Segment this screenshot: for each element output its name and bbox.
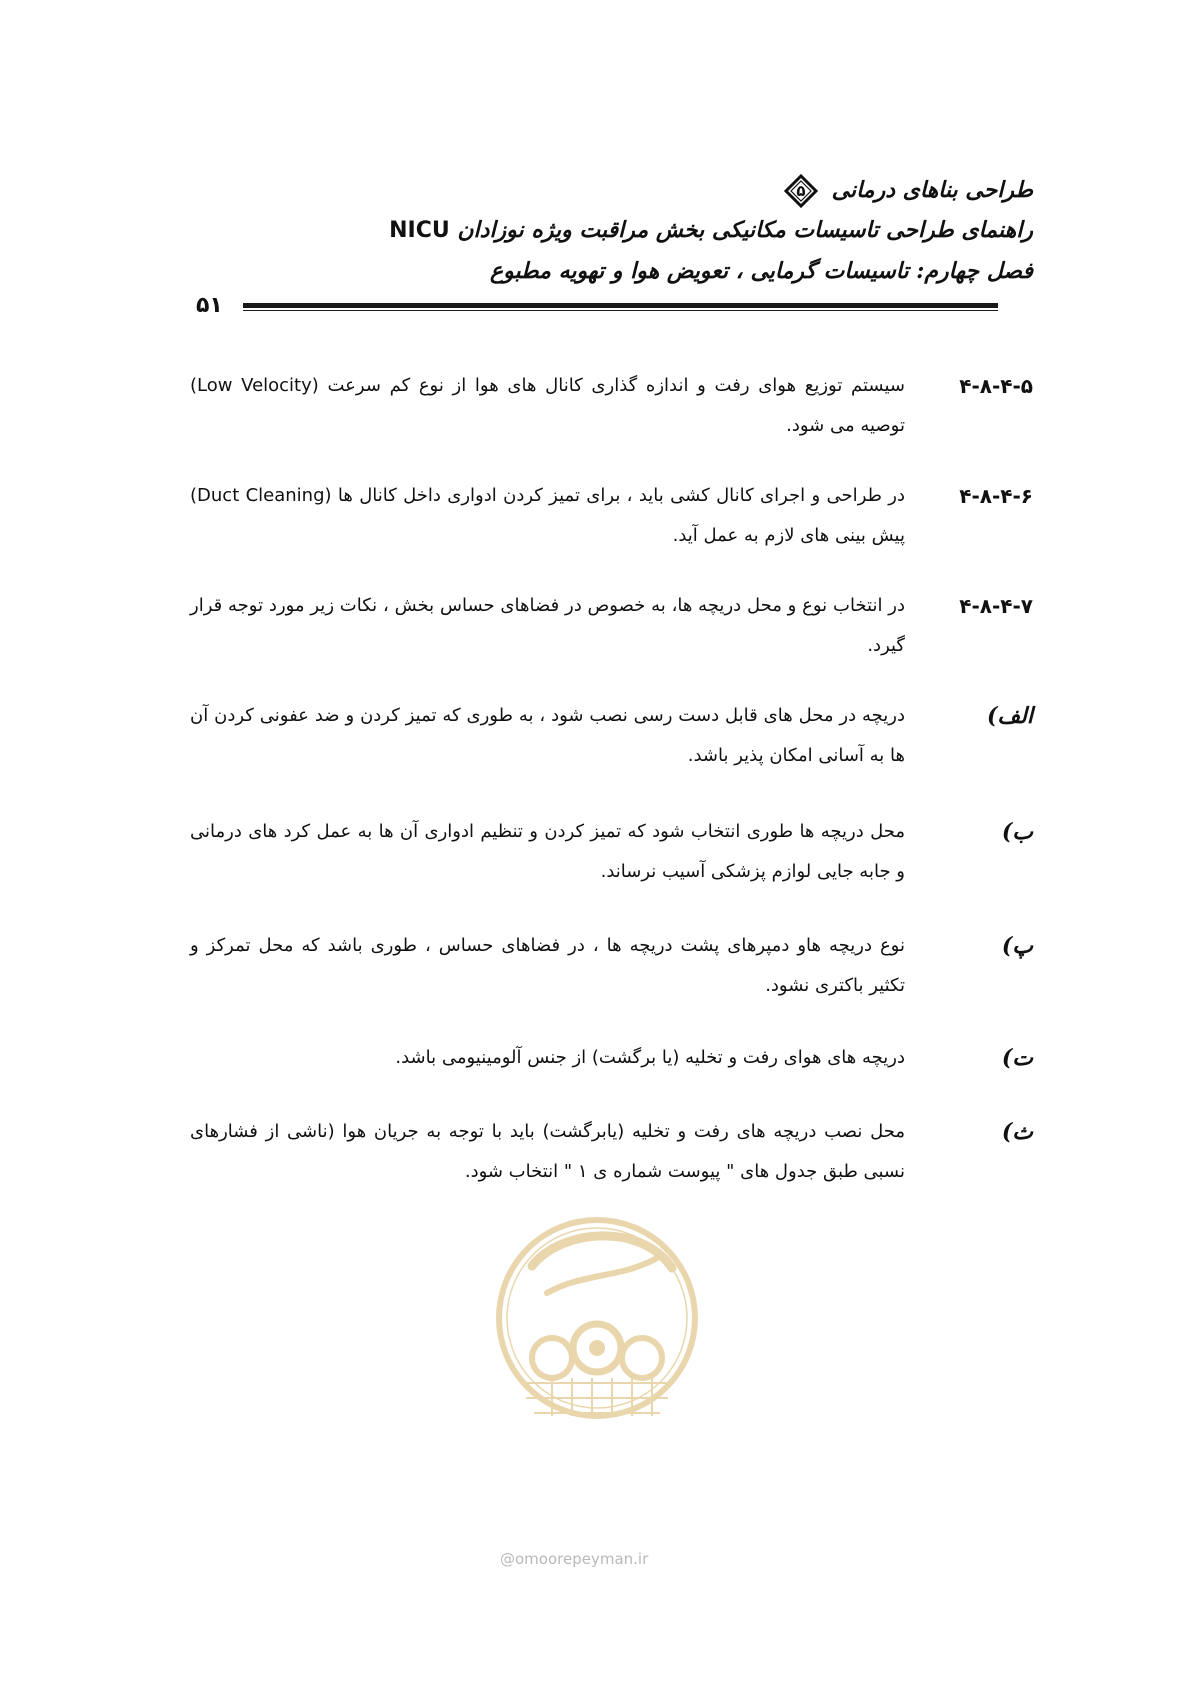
list-letter: ب) xyxy=(1001,819,1033,845)
list-text: محل دریچه ها طوری انتخاب شود که تمیز کردن و تنظیم ادواری آن ها به عمل کرد های درمانی و جابه جایی لوازم پزشکی آسیب نرساند. xyxy=(190,821,905,882)
header-rule-thin xyxy=(243,310,998,311)
list-item xyxy=(190,1112,1033,1192)
clause-item xyxy=(190,586,1033,666)
list-letter: پ) xyxy=(1001,933,1033,959)
chapter-title: فصل چهارم: تاسیسات گرمایی ، تعویض هوا و تهویه مطبوع xyxy=(490,258,1033,284)
list-item xyxy=(190,926,1033,1006)
list-text: دریچه های هوای رفت و تخلیه (یا برگشت) از جنس آلومینیومی باشد. xyxy=(395,1047,905,1068)
series-number-badge xyxy=(784,174,818,208)
guide-title-line xyxy=(389,210,1033,251)
guide-title: راهنمای طراحی تاسیسات مکانیکی بخش مراقبت ویژه نوزادان xyxy=(457,217,1033,243)
list-text: دریچه در محل های قابل دست رسی نصب شود ، به طوری که تمیز کردن و ضد عفونی کردن آن ها به آسانی امکان پذیر باشد. xyxy=(190,705,905,766)
watermark-url: @omoorepeyman.ir xyxy=(500,1550,649,1568)
clause-number: ۴-۸-۴-۶ xyxy=(959,484,1033,508)
list-letter: ث) xyxy=(1001,1119,1033,1145)
list-letter: الف) xyxy=(987,703,1033,729)
page-header xyxy=(389,170,1033,291)
clause-item xyxy=(190,476,1033,556)
series-number: ۵ xyxy=(796,182,806,200)
clause-number: ۴-۸-۴-۷ xyxy=(959,594,1033,618)
clause-text: در انتخاب نوع و محل دریچه ها، به خصوص در فضاهای حساس بخش ، نکات زیر مورد توجه قرار گیرد. xyxy=(190,595,905,656)
list-text: نوع دریچه هاو دمپرهای پشت دریچه ها ، در فضاهای حساس ، طوری باشد که محل تمرکز و تکثیر باکتری نشود. xyxy=(190,935,905,996)
list-item xyxy=(190,1038,1033,1078)
guide-abbrev: NICU xyxy=(389,218,450,243)
clause-text: در طراحی و اجرای کانال کشی باید ، برای تمیز کردن ادواری داخل کانال ها (Duct Cleaning) پیش بینی های لازم به عمل آید. xyxy=(190,485,905,546)
list-item xyxy=(190,696,1033,776)
header-rule-thick xyxy=(243,303,998,308)
list-text: محل نصب دریچه های رفت و تخلیه (یابرگشت) باید با توجه به جریان هوا (ناشی از فشارهای نسبی طبق جدول های " پیوست شماره ی ۱ " انتخاب شود. xyxy=(190,1121,905,1182)
clause-text: سیستم توزیع هوای رفت و اندازه گذاری کانال های هوا از نوع کم سرعت (Low Velocity) توصیه می شود. xyxy=(190,375,905,436)
page-number: ۵۱ xyxy=(196,293,223,318)
clause-number: ۴-۸-۴-۵ xyxy=(959,374,1033,398)
watermark-logo-icon xyxy=(492,1188,702,1448)
series-title: طراحی بناهای درمانی xyxy=(831,177,1033,203)
series-title-line xyxy=(389,170,1033,210)
list-item xyxy=(190,812,1033,892)
list-letter: ت) xyxy=(1001,1045,1033,1071)
clause-item xyxy=(190,366,1033,446)
